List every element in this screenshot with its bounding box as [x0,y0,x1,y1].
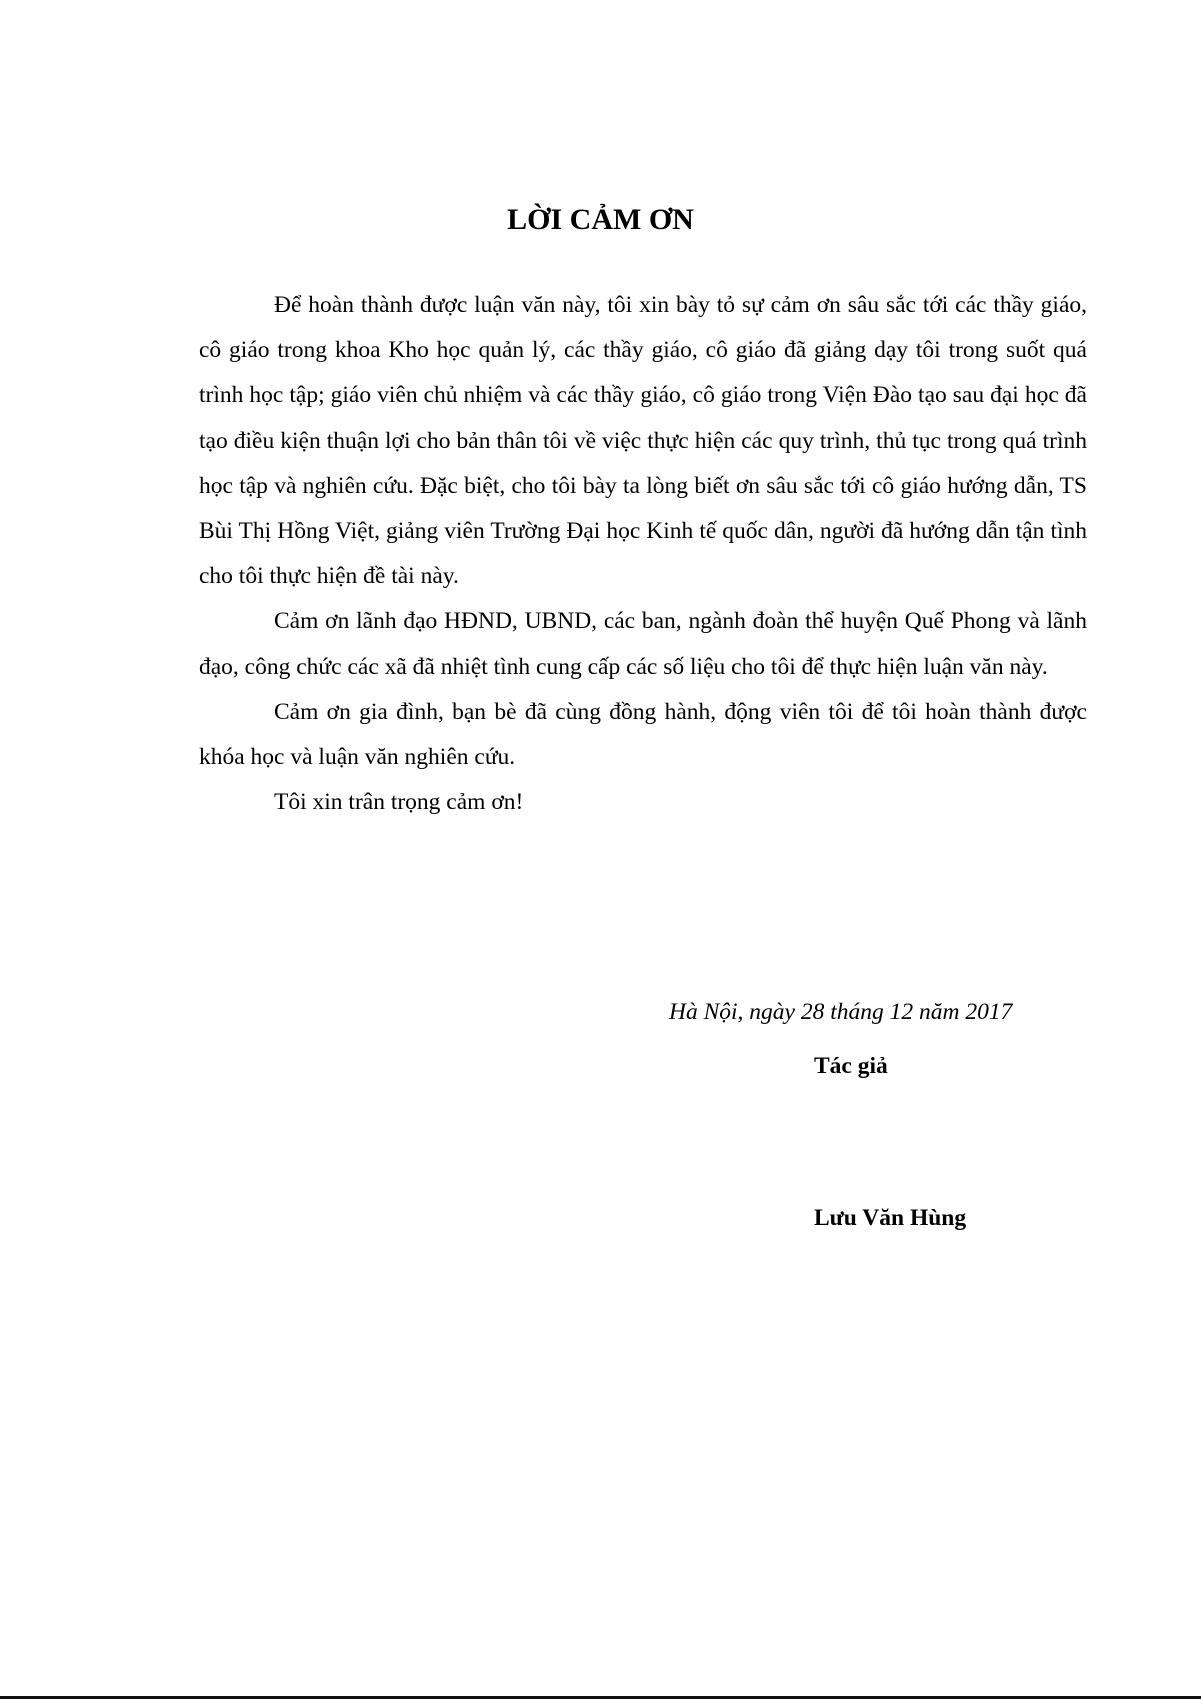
paragraph-2: Cảm ơn lãnh đạo HĐND, UBND, các ban, ngành đoàn thể huyện Quế Phong và lãnh đạo, công chức các xã đã nhiệt tình cung cấp các số liệu cho tôi để thực hiện luận văn này. [199,608,1087,680]
author-name: Lưu Văn Hùng [814,1205,967,1231]
place-date: Hà Nội, ngày 28 tháng 12 năm 2017 [669,999,1013,1025]
acknowledgement-body [199,283,1087,825]
paragraph-3: Cảm ơn gia đình, bạn bè đã cùng đồng hành, động viên tôi để tôi hoàn thành được khóa học và luận văn nghiên cứu. [199,698,1087,771]
signature-block [0,996,1201,1256]
paragraph-4: Tôi xin trân trọng cảm ơn! [274,789,524,816]
paragraph-1: Để hoàn thành được luận văn này, tôi xin bày tỏ sự cảm ơn sâu sắc tới các thầy giáo, cô giáo trong khoa Kho học quản lý, các thầy giáo, cô giáo đã giảng dạy tôi trong suốt quá trình học tập; giáo viên chủ nhiệm và các thầy giáo, cô giáo trong Viện Đào tạo sau đại học đã tạo điều kiện thuận lợi cho bản thân tôi về việc thực hiện các quy trình, thủ tục trong quá trình học tập và nghiên cứu. Đặc biệt, cho tôi bày ta lòng biết ơn sâu sắc tới cô giáo hướng dẫn, TS Bùi Thị Hồng Việt, giảng viên Trường Đại học Kinh tế quốc dân, người đã hướng dẫn tận tình cho tôi thực hiện đề tài này. [199,292,1087,590]
page-title: LỜI CẢM ƠN [507,203,694,236]
author-label: Tác giả [814,1053,888,1079]
